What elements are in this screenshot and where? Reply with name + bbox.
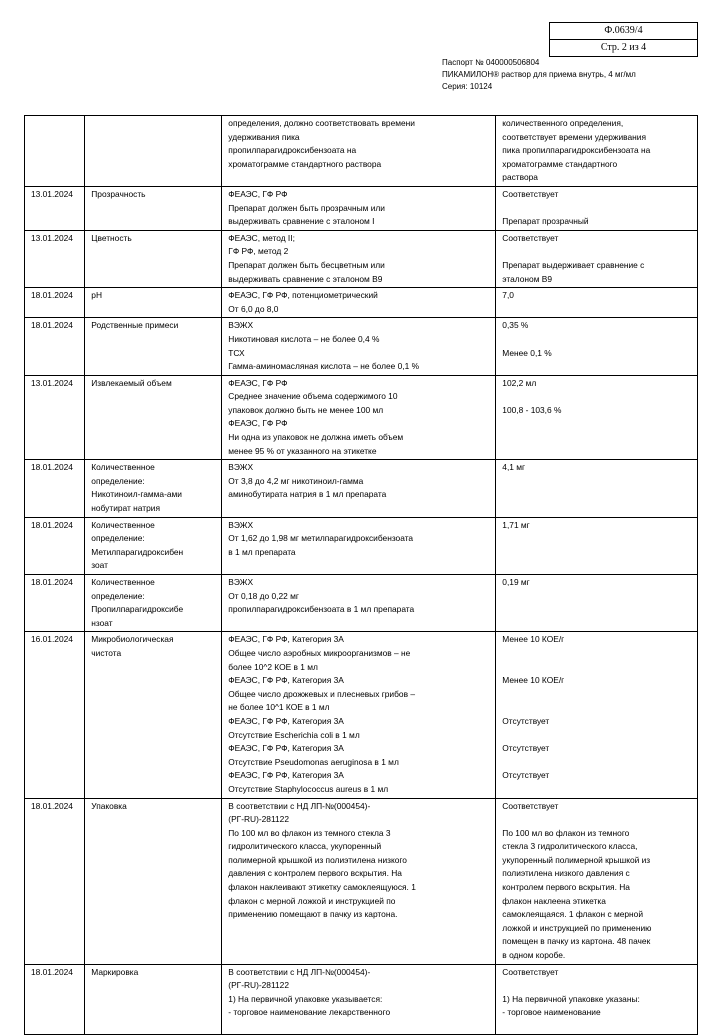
parameter-name [85, 230, 222, 287]
result-line: Соответствует [502, 800, 559, 811]
parameter-name [85, 318, 222, 375]
requirement-line: применению помещают в пачку из картона. [228, 909, 398, 920]
requirement-line: В соответствии с НД ЛП-№(000454)- [228, 800, 371, 811]
requirement-line: аминобутирата натрия в 1 мл препарата [228, 489, 387, 500]
table-row [25, 375, 698, 460]
result [496, 230, 698, 287]
result-line [502, 979, 692, 993]
result [496, 517, 698, 574]
requirement-line: (РГ-RU)-281122 [228, 814, 289, 825]
test-date: 18.01.2024 [25, 798, 85, 964]
requirement-line: более 10^2 КОЕ в 1 мл [228, 661, 318, 672]
result-line: помещен в пачку из картона. 48 пачек [502, 936, 651, 947]
test-date: 18.01.2024 [25, 460, 85, 517]
parameter-name-line: Количественное [91, 519, 155, 530]
requirement-line: От 1,62 до 1,98 мг метилпарагидроксибензоата [228, 533, 414, 544]
requirement [222, 798, 496, 964]
parameter-name-line: определение: [91, 475, 145, 486]
requirement-line: ФЕАЭС, ГФ РФ [228, 377, 288, 388]
result-line: укупоренный полимерной крышкой из [502, 854, 651, 865]
result-line: стекла 3 гидролитического класса, [502, 841, 638, 852]
result-line [502, 729, 692, 743]
result-line: пика пропилпарагидроксибензоата на [502, 145, 651, 156]
test-date: 18.01.2024 [25, 575, 85, 632]
parameter-name [85, 375, 222, 460]
result-line: контролем первого вскрытия. На [502, 882, 630, 893]
requirement-line: давления с контролем первого вскрытия. На [228, 868, 402, 879]
test-date: 13.01.2024 [25, 230, 85, 287]
test-date: 13.01.2024 [25, 186, 85, 230]
requirement-line: Препарат должен быть бесцветным или [228, 259, 385, 270]
result-line: Соответствует [502, 232, 559, 243]
table-row [25, 460, 698, 517]
result-line: ложкой и инструкцией по применению [502, 922, 652, 933]
result-line [502, 701, 692, 715]
requirement-line: В соответствии с НД ЛП-№(000454)- [228, 966, 371, 977]
requirement-line: ФЕАЭС, ГФ РФ [228, 418, 288, 429]
requirement-line: флакон наклеивают этикетку самоклеящуюся. 1 [228, 882, 416, 893]
requirement-line: 1) На первичной упаковке указывается: [228, 993, 383, 1004]
parameter-name-line: определение: [91, 533, 145, 544]
requirement-line: ФЕАЭС, ГФ РФ, Категория 3А [228, 675, 344, 686]
requirement-line: (РГ-RU)-281122 [228, 980, 289, 991]
requirement-line: ФЕАЭС, метод II; [228, 232, 295, 243]
result [496, 288, 698, 318]
requirement-line: ГФ РФ, метод 2 [228, 246, 289, 257]
requirement [222, 318, 496, 375]
result-line: флакон наклеена этикетка [502, 895, 606, 906]
parameter-name-line: чистота [91, 647, 122, 658]
requirement-line: Общее число аэробных микроорганизмов – не [228, 647, 411, 658]
table-row [25, 288, 698, 318]
test-date: 18.01.2024 [25, 318, 85, 375]
result-line: раствора [502, 172, 538, 183]
requirement-line: флакон с мерной ложкой и инструкцией по [228, 895, 396, 906]
passport-header [442, 57, 636, 93]
result-line: Менее 0,1 % [502, 347, 552, 358]
result-line [502, 756, 692, 770]
result-line: хроматограмме стандартного [502, 158, 618, 169]
requirement-line: ФЕАЭС, ГФ РФ, потенциометрический [228, 290, 378, 301]
result-line: Отсутствует [502, 715, 550, 726]
result-line: полиэтилена низкого давления с [502, 868, 630, 879]
requirement-line: ВЭЖХ [228, 462, 254, 473]
test-date [25, 116, 85, 187]
table-row [25, 632, 698, 798]
result-line [502, 390, 692, 404]
result-line: Препарат прозрачный [502, 216, 589, 227]
result-line [502, 245, 692, 259]
requirement-line: ВЭЖХ [228, 519, 254, 530]
requirement-line: выдерживать сравнение с эталоном B9 [228, 273, 383, 284]
result-line [502, 333, 692, 347]
table-row [25, 575, 698, 632]
table-row [25, 116, 698, 187]
requirement-line: От 6,0 до 8,0 [228, 303, 279, 314]
requirement-line: ФЕАЭС, ГФ РФ [228, 188, 288, 199]
result-line: 1) На первичной упаковке указаны: [502, 993, 640, 1004]
result-line: Отсутствует [502, 770, 550, 781]
requirement [222, 186, 496, 230]
requirement [222, 517, 496, 574]
test-date: 18.01.2024 [25, 517, 85, 574]
requirement-line: ФЕАЭС, ГФ РФ, Категория 3А [228, 770, 344, 781]
result [496, 186, 698, 230]
parameter-name-line: Цветность [91, 232, 132, 243]
requirement-line: гидролитического класса, укупоренный [228, 841, 382, 852]
parameter-name-line: pH [91, 290, 102, 301]
requirement-line: определения, должно соответствовать времени [228, 118, 415, 128]
parameter-name-line: Прозрачность [91, 188, 146, 199]
requirement-line: хроматограмме стандартного раствора [228, 158, 382, 169]
result-line [502, 202, 692, 216]
parameter-name [85, 288, 222, 318]
result-line: 4,1 мг [502, 462, 526, 473]
requirement-line: Гамма-аминомасляная кислота – не более 0,1 % [228, 361, 420, 372]
series-number: Серия: 10124 [442, 82, 493, 91]
parameter-name-line: Маркировка [91, 966, 139, 977]
requirement-line: Отсутствие Escherichia coli в 1 мл [228, 729, 360, 740]
result [496, 575, 698, 632]
result-line: количественного определения, [502, 118, 624, 128]
requirement-line: По 100 мл во флакон из темного стекла 3 [228, 827, 391, 838]
requirement-line: Отсутствие Pseudomonas aeruginosa в 1 мл [228, 756, 399, 767]
result [496, 632, 698, 798]
requirement [222, 288, 496, 318]
requirement-line: упаковок должно быть не менее 100 мл [228, 404, 384, 415]
parameter-name-line: нзоат [91, 617, 113, 628]
parameter-name [85, 116, 222, 187]
requirement-line: пропилпарагидроксибензоата на [228, 145, 357, 156]
requirement-line: пропилпарагидроксибензоата в 1 мл препарата [228, 604, 415, 615]
result-line: Соответствует [502, 966, 559, 977]
parameter-name-line: Пропилпарагидроксибе [91, 604, 184, 615]
requirement-line: не более 10^1 КОЕ в 1 мл [228, 702, 330, 713]
requirement [222, 575, 496, 632]
parameter-name [85, 186, 222, 230]
result-line [502, 813, 692, 827]
test-date: 18.01.2024 [25, 964, 85, 1034]
requirement-line: От 3,8 до 4,2 мг никотиноил-гамма [228, 475, 364, 486]
result-line: Менее 10 КОЕ/г [502, 675, 565, 686]
requirement [222, 230, 496, 287]
result-line: Менее 10 КОЕ/г [502, 634, 565, 645]
result-line [502, 647, 692, 661]
parameter-name-line: Никотиноил-гамма-ами [91, 489, 182, 500]
result-line: в одном коробе. [502, 950, 566, 961]
table-row [25, 517, 698, 574]
parameter-name-line: Упаковка [91, 800, 127, 811]
parameter-name-line: Микробиологическая [91, 634, 174, 645]
requirement-line: ТСХ [228, 347, 245, 358]
analysis-table-body [25, 116, 698, 1035]
requirement-line: - торговое наименование лекарственного [228, 1007, 391, 1018]
requirement-line: Среднее значение объема содержимого 10 [228, 391, 398, 402]
requirement-line: ФЕАЭС, ГФ РФ, Категория 3А [228, 634, 344, 645]
result [496, 116, 698, 187]
requirement [222, 632, 496, 798]
parameter-name [85, 575, 222, 632]
parameter-name-line: Извлекаемый объем [91, 377, 172, 388]
requirement [222, 460, 496, 517]
requirement [222, 375, 496, 460]
table-row [25, 798, 698, 964]
parameter-name-line: зоат [91, 560, 108, 571]
table-row [25, 318, 698, 375]
requirement [222, 116, 496, 187]
result-line [502, 661, 692, 675]
requirement-line: ВЭЖХ [228, 577, 254, 587]
test-date: 13.01.2024 [25, 375, 85, 460]
requirement-line: Общее число дрожжевых и плесневых грибов – [228, 688, 415, 699]
parameter-name [85, 798, 222, 964]
parameter-name-line: Количественное [91, 462, 155, 473]
parameter-name [85, 460, 222, 517]
parameter-name-line: определение: [91, 590, 145, 601]
analysis-table [24, 115, 698, 1035]
parameter-name [85, 632, 222, 798]
result-line: эталоном B9 [502, 273, 553, 284]
result-line [502, 688, 692, 702]
parameter-name-line: Количественное [91, 577, 155, 587]
parameter-name [85, 517, 222, 574]
passport-number: Паспорт № 040000506804 [442, 58, 540, 67]
result-line: 0,19 мг [502, 577, 530, 587]
test-date: 16.01.2024 [25, 632, 85, 798]
result-line: 102,2 мл [502, 377, 537, 388]
result-line: самоклеящаяся. 1 флакон с мерной [502, 909, 644, 920]
result-line: Препарат выдерживает сравнение с [502, 259, 645, 270]
result [496, 318, 698, 375]
requirement-line: ФЕАЭС, ГФ РФ, Категория 3А [228, 715, 344, 726]
result-line: соответствует времени удерживания [502, 131, 646, 142]
form-code-box [549, 22, 698, 57]
result-line: По 100 мл во флакон из темного [502, 827, 630, 838]
requirement-line: полимерной крышкой из полиэтилена низкого [228, 854, 407, 865]
result-line: 1,71 мг [502, 519, 530, 530]
requirement-line: От 0,18 до 0,22 мг [228, 590, 299, 601]
result [496, 798, 698, 964]
requirement-line: ФЕАЭС, ГФ РФ, Категория 3А [228, 743, 344, 754]
requirement-line: Препарат должен быть прозрачным или [228, 202, 385, 213]
requirement-line: удерживания пика [228, 131, 300, 142]
parameter-name-line: Метилпарагидроксибен [91, 546, 184, 557]
requirement-line: Ни одна из упаковок не должна иметь объем [228, 432, 404, 443]
result-line: 7,0 [502, 290, 514, 301]
requirement-line: менее 95 % от указанного на этикетке [228, 445, 377, 456]
page-number: Стр. 2 из 4 [550, 39, 697, 56]
result-line: Отсутствует [502, 743, 550, 754]
parameter-name-line: нобутират натрия [91, 503, 160, 514]
table-row [25, 186, 698, 230]
product-name: ПИКАМИЛОН® раствор для приема внутрь, 4 мг/мл [442, 70, 636, 79]
result-line: Соответствует [502, 188, 559, 199]
table-row [25, 230, 698, 287]
requirement-line: в 1 мл препарата [228, 546, 296, 557]
test-date: 18.01.2024 [25, 288, 85, 318]
result-line: 100,8 - 103,6 % [502, 404, 562, 415]
requirement-line: выдерживать сравнение с эталоном I [228, 216, 375, 227]
requirement-line: Никотиновая кислота – не более 0,4 % [228, 333, 380, 344]
requirement-line: Отсутствие Staphylococcus aureus в 1 мл [228, 783, 389, 794]
result [496, 375, 698, 460]
result-line: 0,35 % [502, 320, 529, 331]
result [496, 460, 698, 517]
result-line: - торговое наименование [502, 1007, 601, 1018]
requirement-line: ВЭЖХ [228, 320, 254, 331]
parameter-name-line: Родственные примеси [91, 320, 179, 331]
form-code: Ф.0639/4 [604, 25, 643, 36]
